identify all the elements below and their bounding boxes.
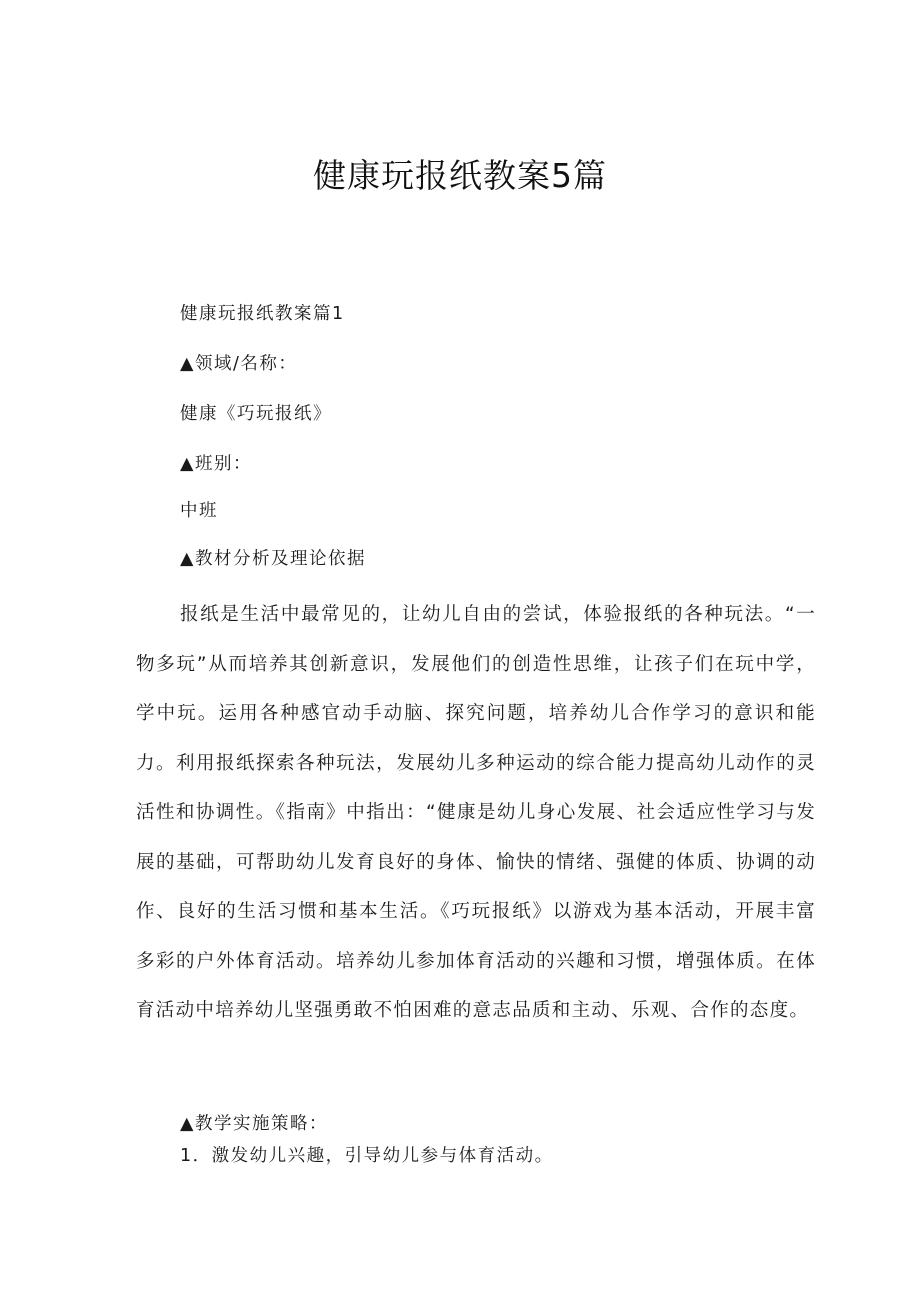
domain-value: 健康《巧玩报纸》 <box>180 404 332 424</box>
class-value: 中班 <box>180 501 218 521</box>
section-heading: 健康玩报纸教案篇1 <box>180 304 345 324</box>
analysis-heading: ▲教材分析及理论依据 <box>180 549 366 569</box>
domain-label: ▲领域/名称： <box>180 354 298 374</box>
class-label: ▲班别： <box>180 454 252 474</box>
strategy-item-1: 1．激发幼儿兴趣，引导幼儿参与体育活动。 <box>180 1146 554 1166</box>
strategy-heading: ▲教学实施策略： <box>180 1114 328 1134</box>
analysis-paragraph: 报纸是生活中最常见的，让幼儿自由的尝试，体验报纸的各种玩法。“一物多玩”从而培养其创新意识，发展他们的创造性思维，让孩子们在玩中学，学中玩。运用各种感官动手动脑、探究问题，培养幼儿合作学习的意识和能力。利用报纸探索各种玩法，发展幼儿多种运动的综合能力提高幼儿动作的灵活性和协调性。《指南》中指出：“健康是幼儿身心发展、社会适应性学习与发展的基础，可帮助幼儿发育良好的身体、愉快的情绪、强健的体质、协调的动作、良好的生活习惯和基本生活。《巧玩报纸》以游戏为基本活动，开展丰富多彩的户外体育活动。培养幼儿参加体育活动的兴趣和习惯，增强体质。在体育活动中培养幼儿坚强勇敢不怕困难的意志品质和主动、乐观、合作的态度。 <box>136 604 816 1021</box>
document-title: 健康玩报纸教案5篇 <box>313 156 607 195</box>
